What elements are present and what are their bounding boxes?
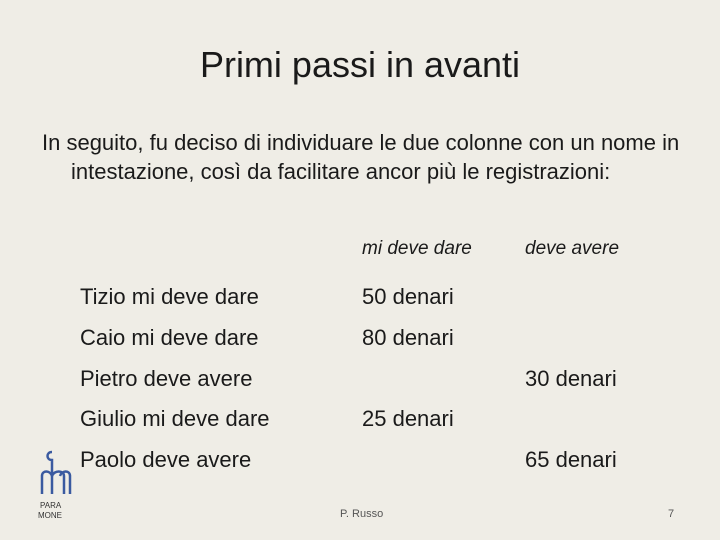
row-name: Paolo deve avere xyxy=(80,447,252,472)
table-row xyxy=(0,325,720,365)
logo-text-top: PARA xyxy=(40,501,62,510)
footer-author: P. Russo xyxy=(340,508,384,520)
slide-title: Primi passi in avanti xyxy=(199,44,521,85)
row-avere: 65 denari xyxy=(525,447,617,472)
row-dare: 50 denari xyxy=(362,284,454,309)
table-row xyxy=(0,447,720,487)
row-name: Caio mi deve dare xyxy=(80,325,259,350)
row-avere: 30 denari xyxy=(525,366,617,391)
table-row xyxy=(0,406,720,446)
paramone-logo xyxy=(36,446,76,522)
row-dare: 80 denari xyxy=(362,325,454,350)
intro-paragraph: In seguito, fu deciso di individuare le due colonne con un nome in intestazione, così da facilitare ancor più le registrazioni: xyxy=(42,130,680,184)
column-header-dare: mi deve dare xyxy=(362,238,472,259)
row-name: Tizio mi deve dare xyxy=(80,284,259,309)
footer-page-number: 7 xyxy=(668,508,675,520)
table-row xyxy=(0,284,720,324)
logo-text-bottom: MONE xyxy=(38,511,62,520)
row-dare: 25 denari xyxy=(362,406,454,431)
table-row xyxy=(0,366,720,406)
row-name: Giulio mi deve dare xyxy=(80,406,270,431)
row-name: Pietro deve avere xyxy=(80,366,253,391)
column-header-avere: deve avere xyxy=(525,238,620,259)
